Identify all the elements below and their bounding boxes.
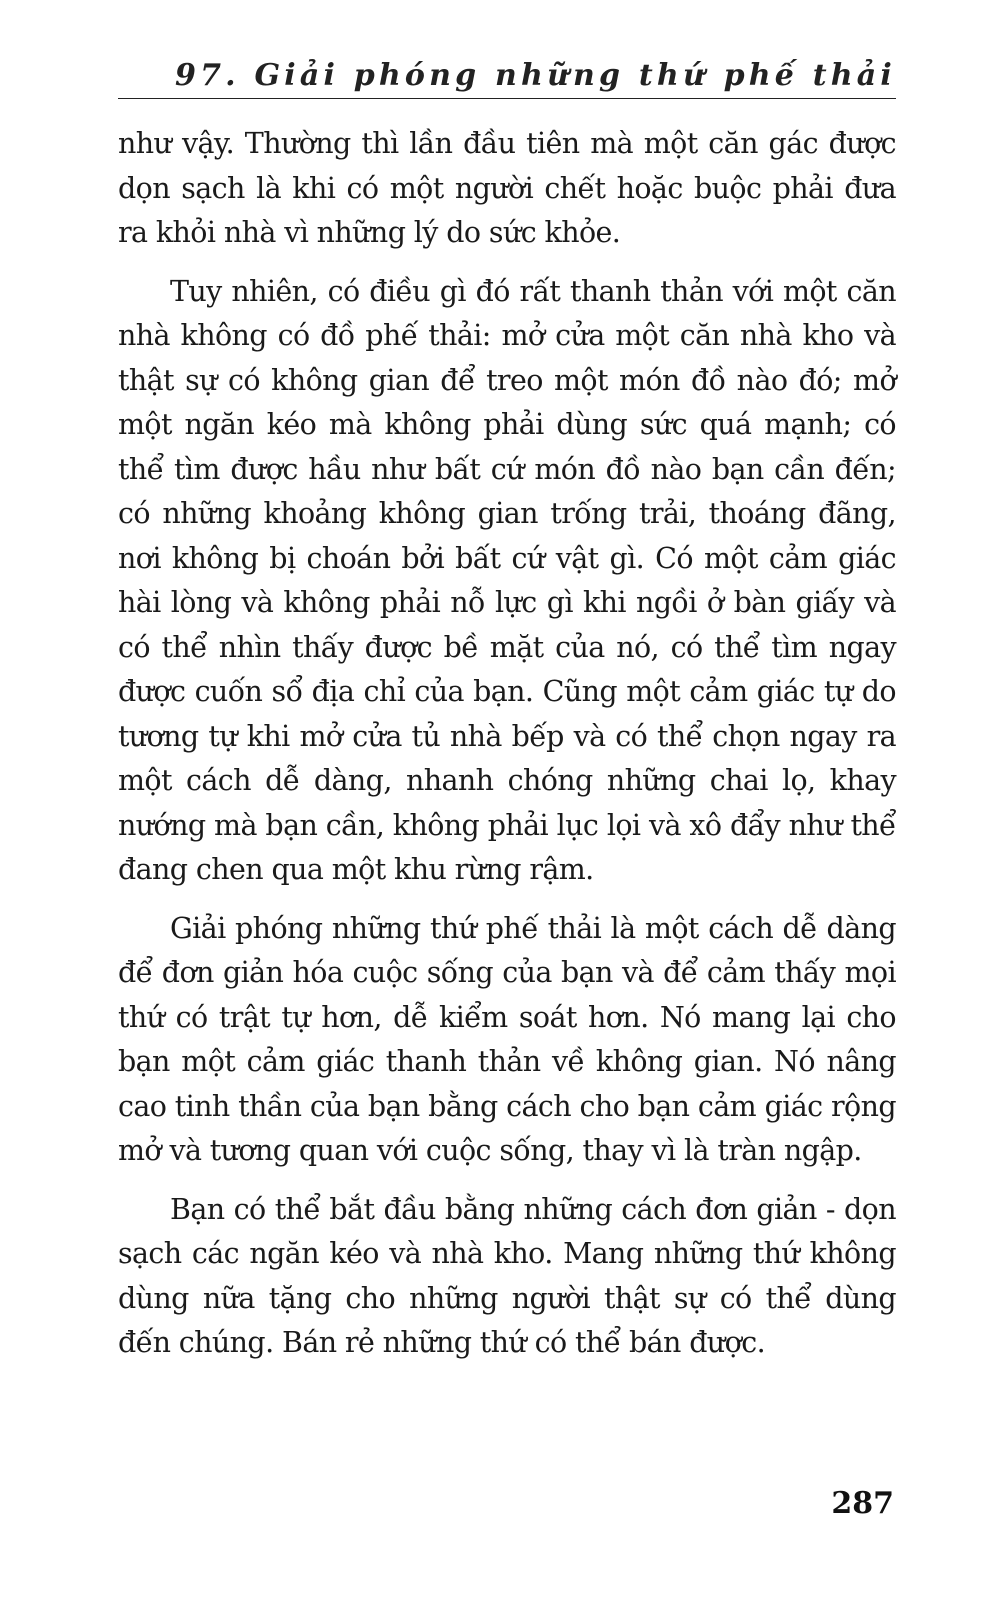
body-text (118, 122, 896, 1380)
running-header (118, 48, 896, 99)
book-page (118, 0, 896, 1600)
paragraph-2: Tuy nhiên, có điều gì đó rất thanh thản với một căn nhà không có đồ phế thải: mở cửa một căn nhà kho và thật sự có không gian để treo một món đồ nào đó; mở một ngăn kéo mà không phải dùng sức quá mạnh; có thể tìm được hầu như bất cứ món đồ nào bạn cần đến; có những khoảng không gian trống trải, thoáng đãng, nơi không bị choán bởi bất cứ vật gì. Có một cảm giác hài lòng và không phải nỗ lực gì khi ngồi ở bàn giấy và có thể nhìn thấy được bề mặt của nó, có thể tìm ngay được cuốn sổ địa chỉ của bạn. Cũng một cảm giác tự do tương tự khi mở cửa tủ nhà bếp và có thể chọn ngay ra một cách dễ dàng, nhanh chóng những chai lọ, khay nướng mà bạn cần, không phải lục lọi và xô đẩy như thể đang chen qua một khu rừng rậm. (118, 274, 896, 886)
chapter-title: 97. Giải phóng những thứ phế thải (175, 58, 896, 93)
page-number: 287 (831, 1486, 894, 1521)
paragraph-3: Giải phóng những thứ phế thải là một cách dễ dàng để đơn giản hóa cuộc sống của bạn và để cảm thấy mọi thứ có trật tự hơn, dễ kiểm soát hơn. Nó mang lại cho bạn một cảm giác thanh thản về không gian. Nó nâng cao tinh thần của bạn bằng cách cho bạn cảm giác rộng mở và tương quan với cuộc sống, thay vì là tràn ngập. (118, 911, 896, 1167)
paragraph-4: Bạn có thể bắt đầu bằng những cách đơn giản - dọn sạch các ngăn kéo và nhà kho. Mang những thứ không dùng nữa tặng cho những người thật sự có thể dùng đến chúng. Bán rẻ những thứ có thể bán được. (118, 1192, 896, 1359)
paragraph-1: như vậy. Thường thì lần đầu tiên mà một căn gác được dọn sạch là khi có một người chết hoặc buộc phải đưa ra khỏi nhà vì những lý do sức khỏe. (118, 127, 896, 249)
